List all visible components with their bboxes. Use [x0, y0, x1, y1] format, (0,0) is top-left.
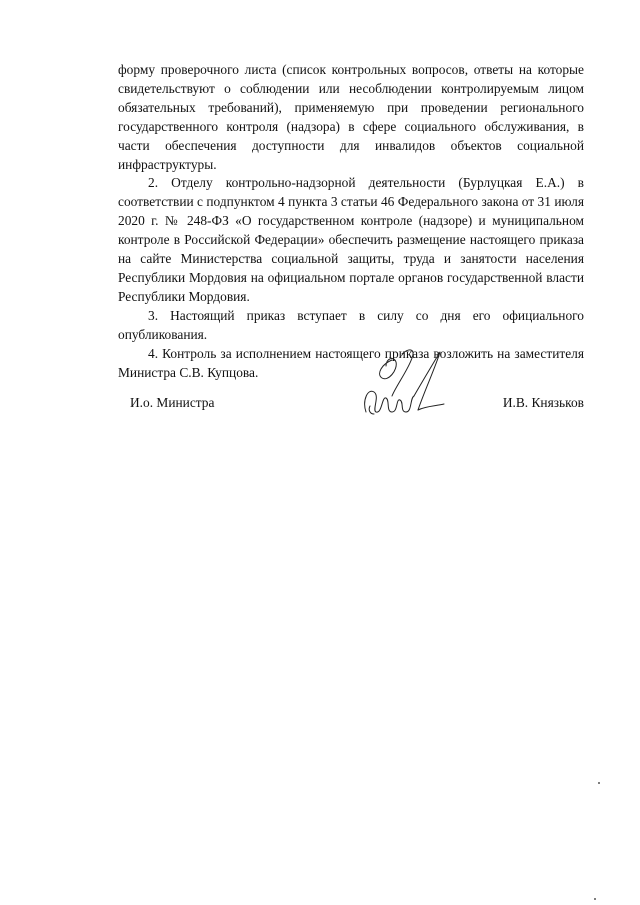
- scan-speck: [594, 898, 596, 900]
- signatory-title: И.о. Министра: [130, 395, 215, 410]
- document-body: [118, 61, 584, 382]
- signatory-name: И.В. Князьков: [502, 395, 584, 410]
- signature-block: [118, 395, 584, 417]
- paragraph-1-continuation: формy проверочного листа (список контрольных вопросов, ответы на которые свидетельствуют о соблюдении или несоблюдении контролируемым лицом обязательных требований), применяемую при проведении регионального государственного контроля (надзора) в сфере социального обслуживания, в части обеспечения доступности для инвалидов объектов социальной инфраструктуры.: [118, 62, 584, 172]
- paragraph-4: 4. Контроль за исполнением настоящего приказа возложить на заместителя Министра С.В. Купцова.: [118, 345, 584, 380]
- scan-speck: [598, 782, 600, 784]
- paragraph-3: 3. Настоящий приказ вступает в силу со дня его официального опубликования.: [118, 307, 584, 342]
- paragraph-2: 2. Отделу контрольно-надзорной деятельности (Бурлуцкая Е.А.) в соответствии с подпунктом 4 пункта 3 статьи 46 Федерального закона от 31 июля 2020 г. № 248-ФЗ «О государственном контроле (надзоре) и муниципальном контроле в Российской Федерации» обеспечить размещение настоящего приказа на сайте Министерства социальной защиты, труда и занятости населения Республики Мордовия на официальном портале органов государственной власти Республики Мордовия.: [118, 175, 584, 304]
- handwritten-signature-icon: [352, 340, 464, 424]
